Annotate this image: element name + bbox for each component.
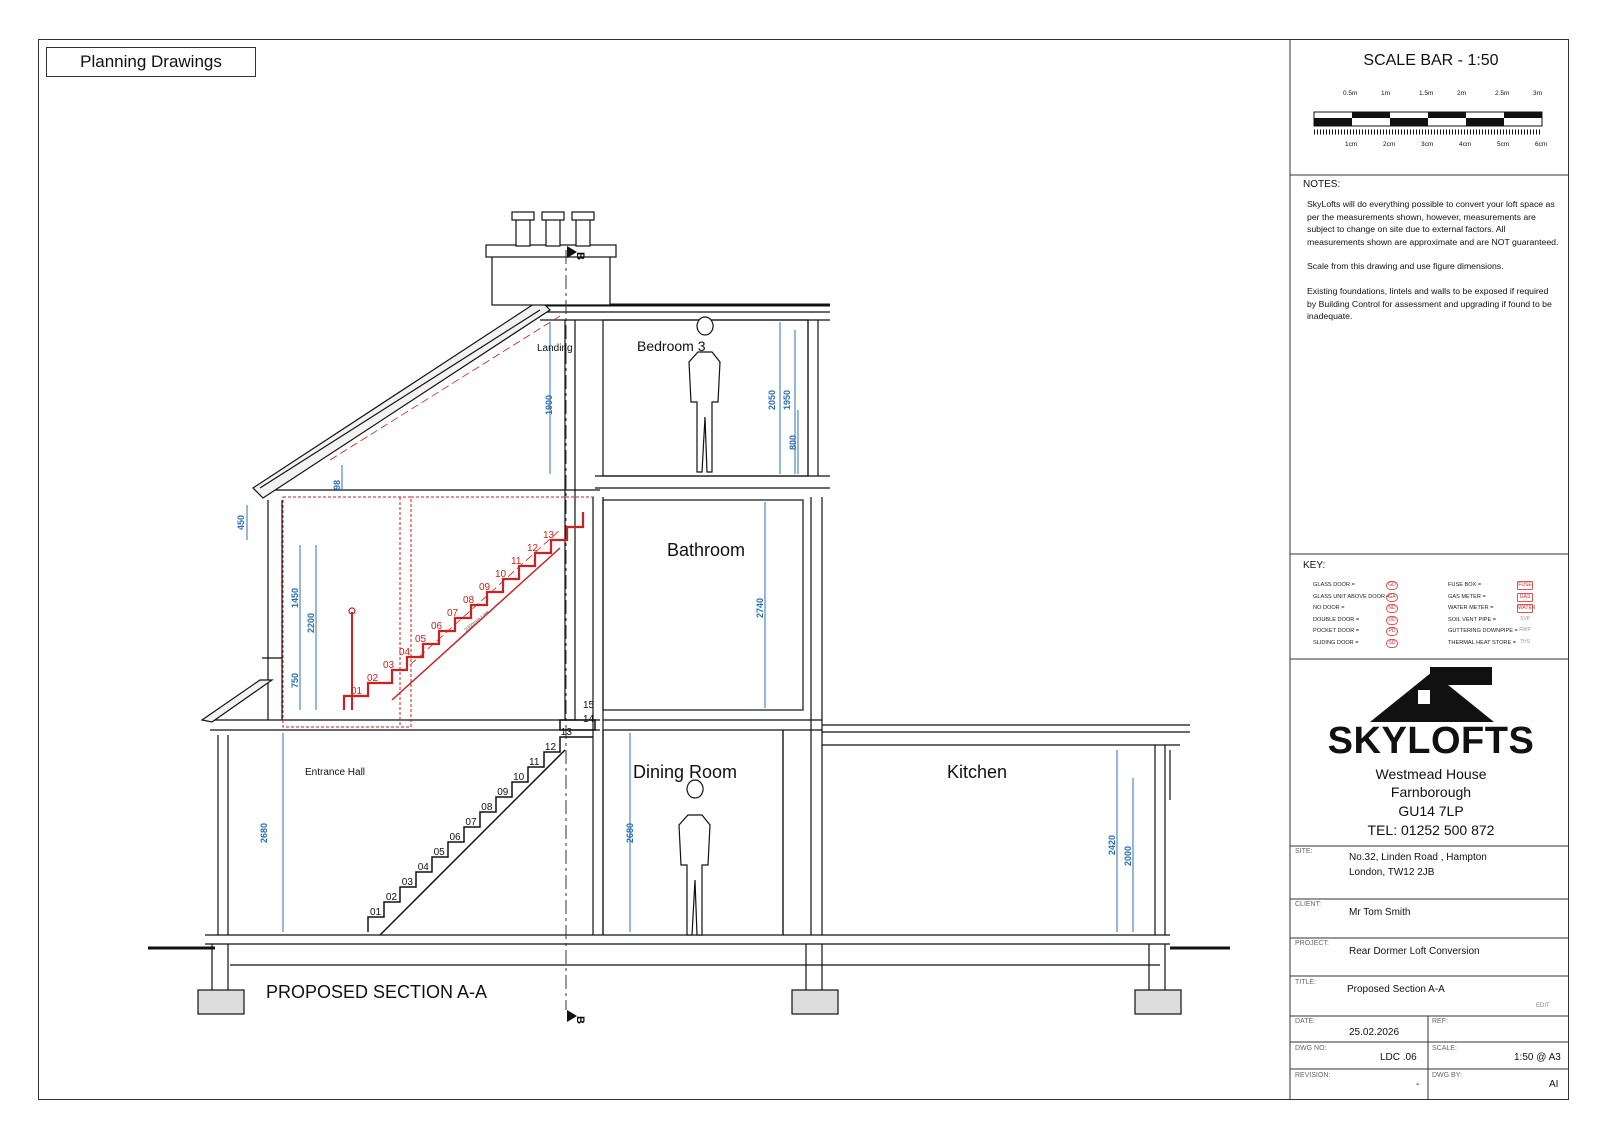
revision-value: - (1416, 1079, 1420, 1090)
key-symbol: SVP (1519, 615, 1530, 622)
proposed-step-02: 02 (367, 673, 379, 684)
dwg-no-label: DWG NO: (1295, 1045, 1327, 1052)
key-symbol: GA (1386, 593, 1398, 602)
scale-top-label: 3m (1533, 90, 1543, 97)
key-symbol: SD (1386, 639, 1398, 648)
scale-bar-title: SCALE BAR - 1:50 (1363, 52, 1499, 69)
dim-2000: 2000 (1123, 845, 1133, 866)
scale-bottom-label: 5cm (1497, 141, 1510, 148)
scale-bottom-label: 6cm (1535, 141, 1548, 148)
date-label: DATE: (1295, 1018, 1316, 1025)
scale-top-label: 2m (1457, 90, 1467, 97)
key-label: GLASS DOOR = (1313, 582, 1355, 588)
key-label: SLIDING DOOR = (1313, 639, 1359, 646)
key-symbol: DD (1386, 616, 1398, 625)
foundation-middle (792, 990, 838, 1014)
scale-value: 1:50 @ A3 (1514, 1052, 1561, 1063)
existing-step-12: 12 (544, 742, 557, 753)
notes-heading: NOTES: (1303, 179, 1341, 190)
existing-step-08: 08 (481, 802, 493, 813)
key-label: SOIL VENT PIPE = (1448, 616, 1497, 623)
scale-bar (1314, 90, 1547, 148)
key-label: FUSE BOX = (1448, 582, 1482, 588)
ref-label: REF: (1432, 1018, 1448, 1025)
existing-step-13: 13 (560, 727, 572, 738)
title-value: Proposed Section A-A (1347, 984, 1445, 995)
edit-label: EDIT (1536, 1003, 1550, 1009)
dim-1950: 1950 (782, 389, 792, 410)
dim-1450: 1450 (290, 587, 300, 608)
scale-bottom-label: 2cm (1383, 141, 1396, 148)
proposed-step-03: 03 (383, 660, 395, 671)
dimension-values (236, 390, 1133, 866)
date-value: 25.02.2026 (1349, 1027, 1400, 1038)
proposed-step-01: 01 (351, 686, 363, 697)
section-marker-bottom: B (574, 1016, 586, 1024)
key-symbol: GD (1386, 581, 1398, 590)
dim-800: 800 (788, 434, 798, 450)
key-label: WATER METER = (1448, 605, 1494, 611)
key-label: THERMAL HEAT STORE = (1448, 639, 1517, 646)
key-heading: KEY: (1303, 560, 1326, 571)
key-symbol: RWP (1519, 627, 1531, 633)
existing-step-03: 03 (401, 877, 413, 888)
scale-top-label: 0.5m (1343, 90, 1358, 97)
scale-top-label: 2.5m (1495, 90, 1510, 97)
address-line-3: GU14 7LP (1398, 803, 1464, 819)
room-kitchen: Kitchen (947, 762, 1008, 782)
dim-2050: 2050 (767, 389, 777, 410)
dim-1900: 1900 (544, 394, 554, 415)
client-label: CLIENT: (1295, 901, 1322, 908)
notes-body (1307, 198, 1559, 335)
proposed-step-11: 11 (511, 556, 522, 567)
room-labels (266, 338, 1007, 1002)
room-dining-room: Dining Room (633, 762, 738, 782)
project-value: Rear Dormer Loft Conversion (1349, 946, 1480, 957)
existing-step-04: 04 (417, 862, 429, 873)
key-symbol: GAS (1517, 593, 1533, 602)
room-bedroom-3: Bedroom 3 (637, 338, 706, 354)
site-label: SITE: (1295, 848, 1313, 855)
title-label: TITLE: (1295, 979, 1317, 986)
section-line-b (566, 246, 586, 1024)
existing-step-10: 10 (513, 772, 525, 783)
note-3: Existing foundations, lintels and walls to be exposed if required by Building Control for assessment and upgrading if found to be inadequate. (1307, 285, 1552, 322)
key-symbol: WATER (1518, 605, 1536, 611)
chimney-stack (492, 255, 610, 305)
proposed-step-12: 12 (527, 543, 539, 554)
site-line-2: London, TW12 2JB (1349, 867, 1435, 878)
dim-2200: 2200 (306, 612, 316, 633)
dim-2740: 2740 (755, 597, 765, 618)
note-1: SkyLofts will do everything possible to convert your loft space as per the measurements shown, however, measurements are subject to change on site due to external factors. All measurements shown are approximate and are NOT guaranteed. (1307, 199, 1559, 247)
existing-step-02: 02 (385, 892, 398, 903)
person-figure-dining (679, 780, 710, 935)
note-2: Scale from this drawing and use figure dimensions. (1307, 261, 1504, 272)
site-line-1: No.32, Linden Road , Hampton (1349, 852, 1487, 863)
existing-step-11: 11 (529, 757, 540, 768)
dim-2680-dining: 2680 (625, 822, 635, 843)
room-bathroom: Bathroom (667, 540, 746, 560)
client-value: Mr Tom Smith (1349, 907, 1411, 918)
key-label: DOUBLE DOOR = (1313, 616, 1360, 623)
proposed-step-08: 08 (463, 595, 475, 606)
scale-figures (679, 317, 720, 935)
dim-2680-hall: 2680 (259, 822, 269, 843)
scale-top-label: 1m (1381, 90, 1391, 97)
existing-step-07: 07 (465, 817, 477, 828)
key-symbol: ND (1386, 604, 1398, 613)
foundation-left (198, 990, 244, 1014)
company-name: SKYLOFTS (1327, 720, 1535, 762)
address-line-2: Farnborough (1390, 784, 1472, 800)
headroom-note: 2000mm Line (463, 609, 491, 634)
key-symbol: FUSE (1518, 582, 1532, 588)
revision-label: REVISION: (1295, 1072, 1331, 1079)
proposed-step-09: 09 (479, 582, 491, 593)
key-label: GLASS UNIT ABOVE DOOR = (1313, 593, 1390, 600)
bay-roof (202, 680, 272, 722)
scale-bottom-label: 3cm (1421, 141, 1434, 148)
dwg-by-value: AI (1549, 1079, 1559, 1090)
key-symbol: THS (1520, 638, 1530, 645)
key-label: POCKET DOOR = (1313, 628, 1360, 634)
existing-step-09: 09 (497, 787, 509, 798)
drawing-title: PROPOSED SECTION A-A (266, 982, 488, 1002)
proposed-step-06: 06 (431, 621, 443, 632)
room-landing: Landing (537, 343, 573, 354)
proposed-step-05: 05 (415, 634, 427, 645)
scale-label: SCALE: (1432, 1045, 1457, 1052)
landing-step-15: 15 (583, 700, 595, 711)
proposed-step-13: 13 (543, 530, 555, 541)
proposed-step-07: 07 (447, 608, 459, 619)
step-labels (351, 530, 595, 918)
scale-top-label: 1.5m (1419, 90, 1434, 97)
bathroom-box (603, 500, 803, 710)
sheet-label: Planning Drawings (46, 47, 256, 77)
existing-step-06: 06 (449, 832, 461, 843)
existing-step-01: 01 (370, 907, 382, 918)
address-line-1: Westmead House (1375, 766, 1487, 782)
dim-98: 98 (332, 479, 342, 490)
main-roof-slope (253, 300, 550, 498)
address-phone: TEL: 01252 500 872 (1367, 822, 1495, 838)
key-label: NO DOOR = (1313, 605, 1345, 611)
scale-bottom-label: 4cm (1459, 141, 1472, 148)
proposed-step-10: 10 (495, 569, 507, 580)
dim-750: 750 (290, 672, 300, 688)
project-label: PROJECT: (1295, 940, 1329, 947)
section-marker-top: B (574, 252, 586, 260)
room-entrance-hall: Entrance Hall (305, 767, 366, 778)
existing-stair (368, 720, 595, 935)
existing-step-05: 05 (433, 847, 445, 858)
dim-2420: 2420 (1107, 834, 1117, 855)
dwg-no-value: LDC .06 (1380, 1052, 1417, 1063)
skylofts-logo-icon (1370, 667, 1494, 722)
landing-step-14: 14 (583, 714, 595, 725)
dim-450: 450 (236, 514, 246, 530)
scale-bottom-label: 1cm (1345, 141, 1358, 148)
key-label: GAS METER = (1448, 593, 1486, 600)
key-label: GUTTERING DOWNPIPE = (1448, 628, 1518, 634)
proposed-step-04: 04 (399, 647, 411, 658)
dwg-by-label: DWG BY: (1432, 1072, 1462, 1079)
key-symbol: PD (1386, 627, 1398, 636)
foundation-right (1135, 990, 1181, 1014)
